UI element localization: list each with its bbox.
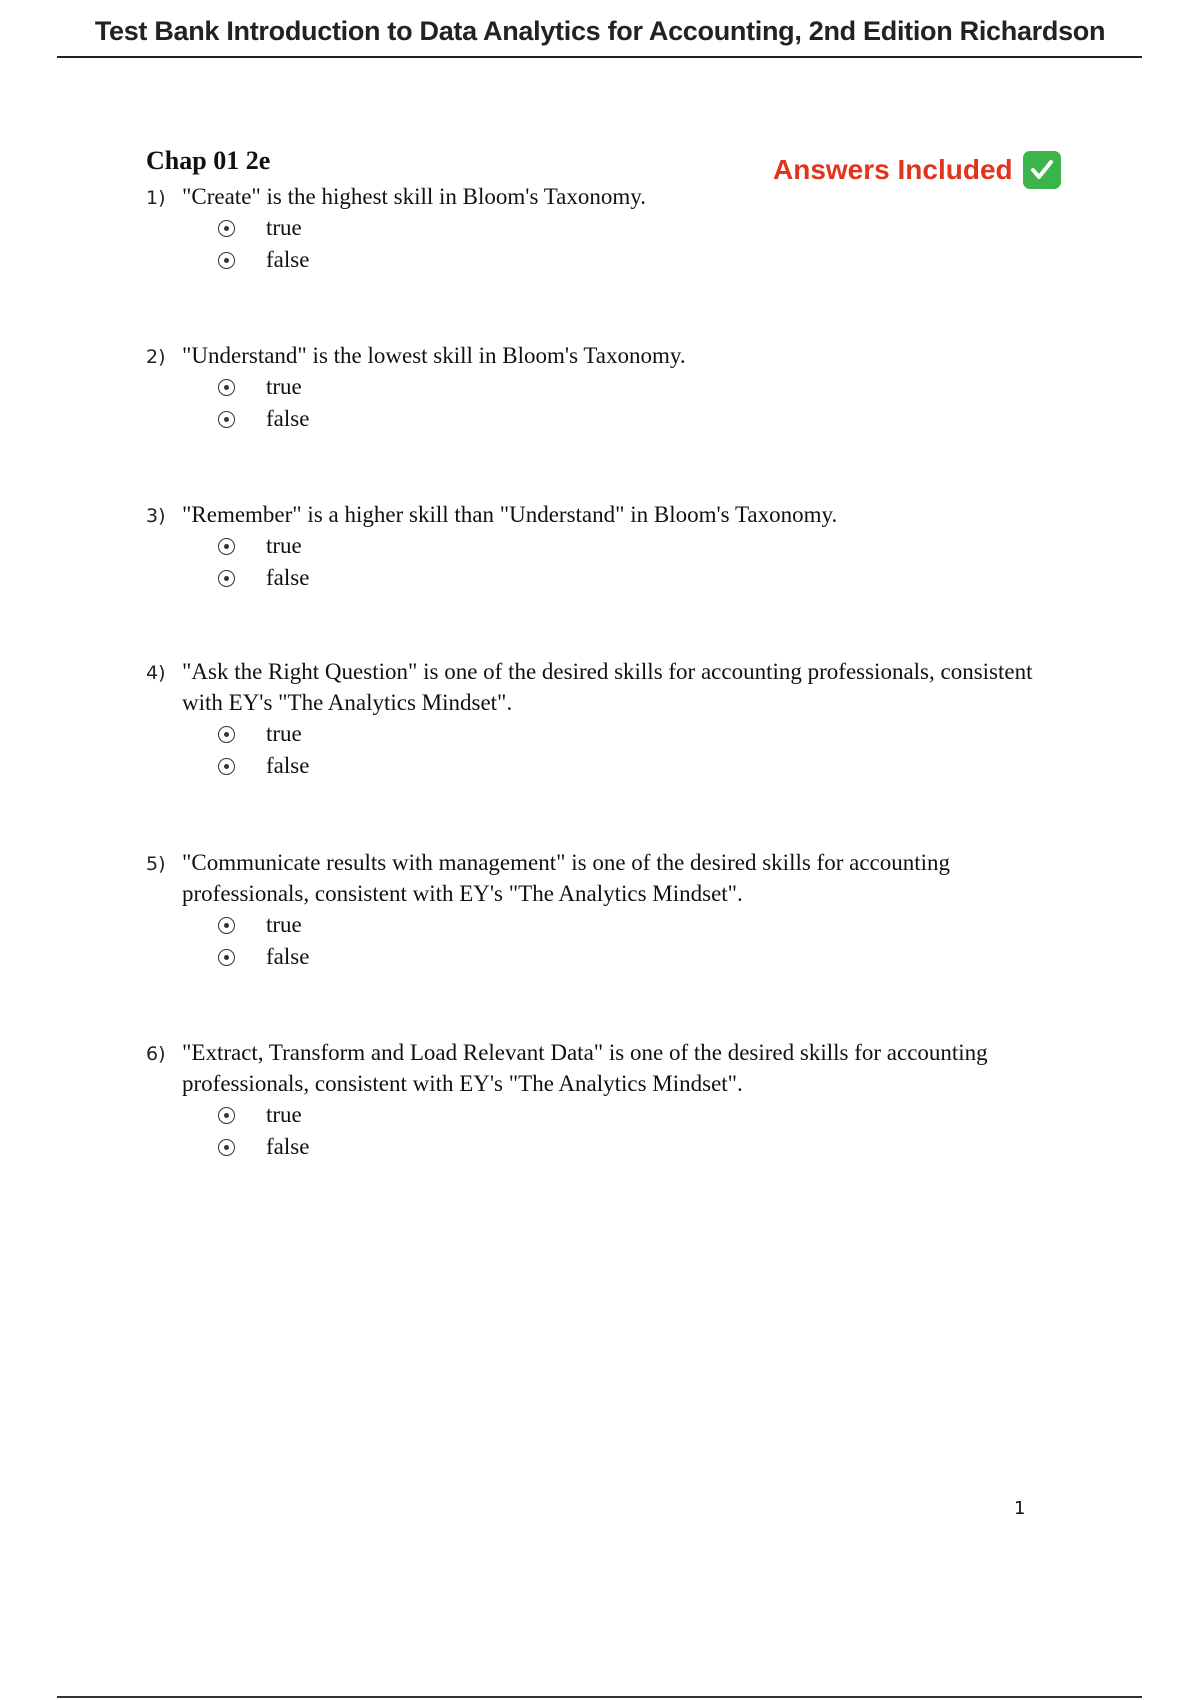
radio-button-icon[interactable] (218, 1107, 235, 1124)
question-number: 2) (146, 346, 166, 368)
answer-options (218, 718, 1066, 782)
question (146, 340, 1066, 435)
radio-button-icon[interactable] (218, 252, 235, 269)
answer-options (218, 371, 1066, 435)
option-label: true (266, 1102, 302, 1127)
radio-button-icon[interactable] (218, 379, 235, 396)
option-label: false (266, 565, 310, 590)
header-divider (57, 56, 1142, 58)
option-false[interactable] (218, 750, 1066, 782)
document-title: Test Bank Introduction to Data Analytics for Accounting, 2nd Edition Richardson (94, 16, 1106, 46)
question-text: "Extract, Transform and Load Relevant Data" is one of the desired skills for accounting professionals, consistent with EY's "The Analytics Mindset". (182, 1040, 988, 1096)
option-false[interactable] (218, 403, 1066, 435)
option-true[interactable] (218, 530, 1066, 562)
question (146, 656, 1066, 782)
question-number: 5) (146, 853, 166, 875)
option-label: true (266, 721, 302, 746)
question-number: 6) (146, 1043, 166, 1065)
option-label: true (266, 912, 302, 937)
chapter-heading: Chap 01 2e (146, 146, 271, 175)
option-false[interactable] (218, 244, 1066, 276)
option-label: false (266, 247, 310, 272)
footer-divider (57, 1696, 1142, 1698)
answers-included-label: Answers Included (773, 154, 1013, 185)
option-true[interactable] (218, 212, 1066, 244)
answer-options (218, 909, 1066, 973)
question (146, 847, 1066, 973)
radio-button-icon[interactable] (218, 538, 235, 555)
answer-options (218, 212, 1066, 276)
question-text: "Remember" is a higher skill than "Understand" in Bloom's Taxonomy. (182, 502, 838, 527)
page-number: 1 (1014, 1498, 1026, 1519)
option-label: true (266, 215, 302, 240)
option-false[interactable] (218, 1131, 1066, 1163)
radio-button-icon[interactable] (218, 411, 235, 428)
radio-button-icon[interactable] (218, 726, 235, 743)
option-true[interactable] (218, 1099, 1066, 1131)
question-text: "Understand" is the lowest skill in Bloom's Taxonomy. (182, 343, 686, 368)
question-number: 4) (146, 662, 166, 684)
question-text: "Create" is the highest skill in Bloom's Taxonomy. (182, 184, 647, 209)
radio-button-icon[interactable] (218, 1139, 235, 1156)
option-true[interactable] (218, 371, 1066, 403)
radio-button-icon[interactable] (218, 220, 235, 237)
radio-button-icon[interactable] (218, 949, 235, 966)
option-label: false (266, 1134, 310, 1159)
radio-button-icon[interactable] (218, 917, 235, 934)
option-true[interactable] (218, 909, 1066, 941)
question (146, 1037, 1066, 1163)
option-false[interactable] (218, 941, 1066, 973)
question (146, 181, 1066, 276)
option-label: true (266, 374, 302, 399)
option-label: false (266, 753, 310, 778)
option-label: false (266, 406, 310, 431)
option-false[interactable] (218, 562, 1066, 594)
question-number: 3) (146, 505, 166, 527)
answer-options (218, 530, 1066, 594)
question-text: "Communicate results with management" is one of the desired skills for accounting professionals, consistent with EY's "The Analytics Mindset". (182, 850, 951, 906)
radio-button-icon[interactable] (218, 570, 235, 587)
question (146, 499, 1066, 594)
option-true[interactable] (218, 718, 1066, 750)
radio-button-icon[interactable] (218, 758, 235, 775)
question-number: 1) (146, 187, 166, 209)
question-text: "Ask the Right Question" is one of the desired skills for accounting professionals, consistent with EY's "The Analytics Mindset". (182, 659, 1033, 715)
answer-options (218, 1099, 1066, 1163)
option-label: false (266, 944, 310, 969)
option-label: true (266, 533, 302, 558)
